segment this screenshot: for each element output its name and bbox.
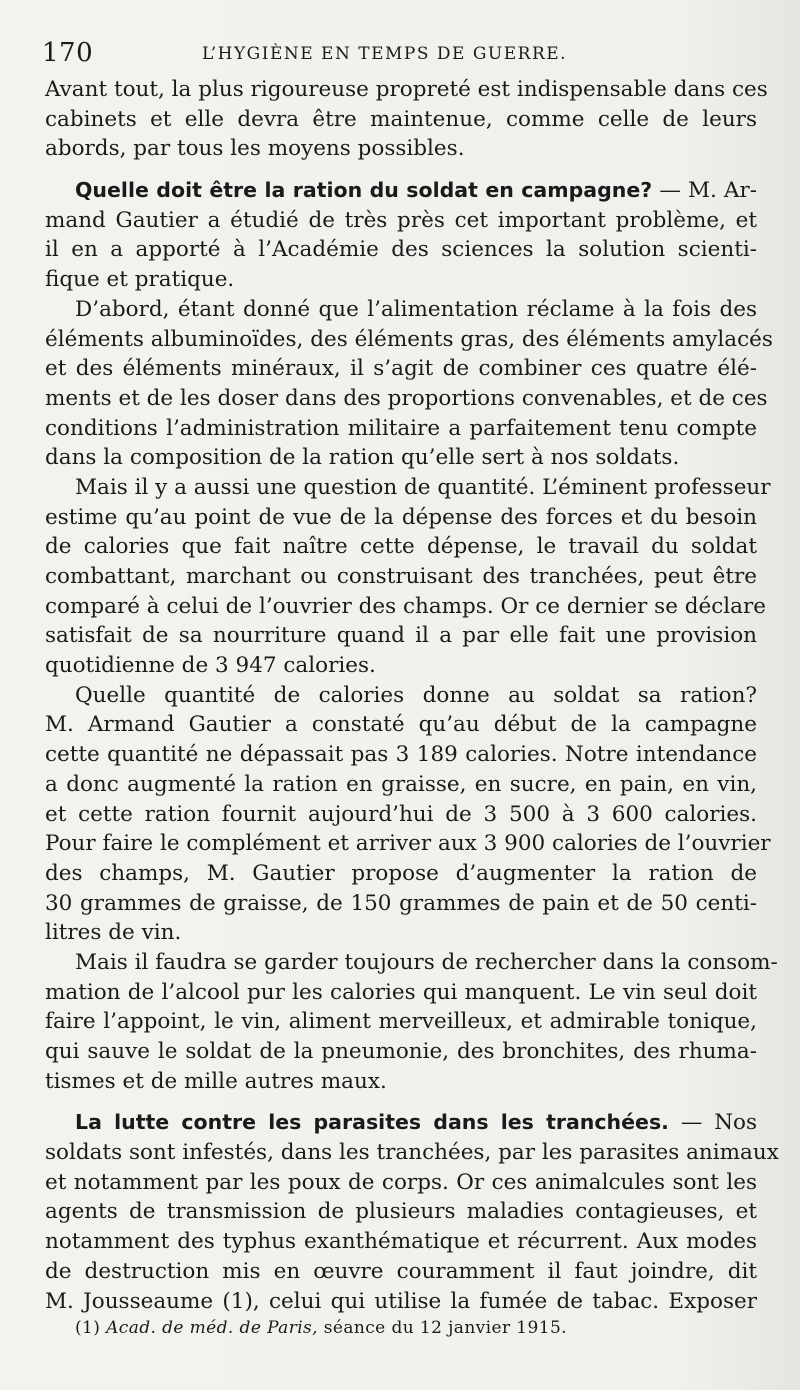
text-line: 30 grammes de graisse, de 150 grammes de pain et de 50 centi- (45, 890, 757, 916)
text-line: quotidienne de 3 947 calories. (45, 653, 376, 679)
text-line: Mais il y a aussi une question de quantité. L’éminent professeur (75, 474, 771, 500)
text-line: M. Armand Gautier a constaté qu’au début de la campagne (45, 712, 757, 738)
page-number: 170 (42, 38, 94, 68)
text-line: ments et de les doser dans des proportions convenables, et de ces (45, 385, 768, 411)
text-line: il en a apporté à l’Académie des sciences la solution scienti- (45, 237, 757, 263)
text-line: soldats sont infestés, dans les tranchées, par les parasites animaux (45, 1140, 779, 1166)
text-line: éléments albuminoïdes, des éléments gras, des éléments amylacés (45, 326, 773, 352)
footnote-rest: séance du 12 janvier 1915. (317, 1318, 567, 1338)
text-line: et des éléments minéraux, il s’agit de combiner ces quatre élé- (45, 356, 757, 382)
text-line: fique et pratique. (45, 267, 235, 293)
text-line: comparé à celui de l’ouvrier des champs. Or ce dernier se déclare (45, 593, 766, 619)
heading-line-rest: — Nos (668, 1110, 757, 1136)
text-line: Pour faire le complément et arriver aux 3 900 calories de l’ouvrier (45, 831, 771, 857)
text-line: Mais il faudra se garder toujours de rechercher dans la consom- (75, 949, 778, 975)
footnote-source: Acad. de méd. de Paris, (106, 1318, 318, 1338)
text-line: Avant tout, la plus rigoureuse propreté est indispensable dans ces (45, 77, 768, 102)
text-line: litres de vin. (45, 920, 182, 946)
text-line: dans la composition de la ration qu’elle sert à nos soldats. (45, 445, 680, 471)
text-line: faire l’appoint, le vin, aliment merveilleux, et admirable tonique, (45, 1009, 757, 1035)
text-line: a donc augmenté la ration en graisse, en sucre, en pain, en vin, (45, 771, 757, 797)
text-line: D’abord, étant donné que l’alimentation réclame à la fois des (75, 296, 757, 322)
text-line: M. Jousseaume (1), celui qui utilise la fumée de tabac. Exposer (45, 1288, 757, 1314)
text-line: satisfait de sa nourriture quand il a par elle fait une provision (45, 623, 757, 649)
text-line: abords, par tous les moyens possibles. (45, 136, 465, 162)
text-line: mation de l’alcool pur les calories qui manquent. Le vin seul doit (45, 979, 757, 1005)
page-header (42, 38, 758, 68)
footnote-marker: (1) (75, 1318, 101, 1338)
text-line: notamment des typhus exanthématique et récurrent. Aux modes (45, 1229, 757, 1255)
text-line: estime qu’au point de vue de la dépense des forces et du besoin (45, 504, 757, 530)
text-line: conditions l’administration militaire a parfaitement tenu compte (45, 415, 757, 441)
heading-line (45, 1108, 757, 1138)
footnote (75, 1318, 567, 1338)
heading-line (45, 176, 757, 206)
body-text (45, 75, 779, 1316)
running-title: L’HYGIÈNE EN TEMPS DE GUERRE. (202, 44, 568, 64)
text-line: cabinets et elle devra être maintenue, comme celle de leurs (45, 106, 757, 132)
heading-line-rest: — M. Ar- (652, 178, 757, 204)
text-line: combattant, marchant ou construisant des tranchées, peut être (45, 564, 757, 589)
text-line: mand Gautier a étudié de très près cet important problème, et (45, 207, 757, 233)
section-heading-parasites: La lutte contre les parasites dans les tranchées. (75, 1110, 669, 1135)
text-line: des champs, M. Gautier propose d’augmenter la ration de (45, 860, 757, 886)
text-line: Quelle quantité de calories donne au soldat sa ration? (75, 682, 757, 708)
text-line: de calories que fait naître cette dépense, le travail du soldat (45, 534, 757, 560)
text-line: cette quantité ne dépassait pas 3 189 calories. Notre intendance (45, 742, 757, 768)
text-line: agents de transmission de plusieurs maladies contagieuses, et (45, 1199, 757, 1225)
text-line: tismes et de mille autres maux. (45, 1068, 387, 1094)
text-line: de destruction mis en œuvre couramment il faut joindre, dit (45, 1258, 757, 1284)
text-line: et cette ration fournit aujourd’hui de 3 500 à 3 600 calories. (45, 801, 757, 827)
text-line: qui sauve le soldat de la pneumonie, des bronchites, des rhuma- (45, 1039, 757, 1064)
text-line: et notamment par les poux de corps. Or ces animalcules sont les (45, 1169, 757, 1195)
section-heading-ration: Quelle doit être la ration du soldat en campagne? (75, 178, 653, 203)
